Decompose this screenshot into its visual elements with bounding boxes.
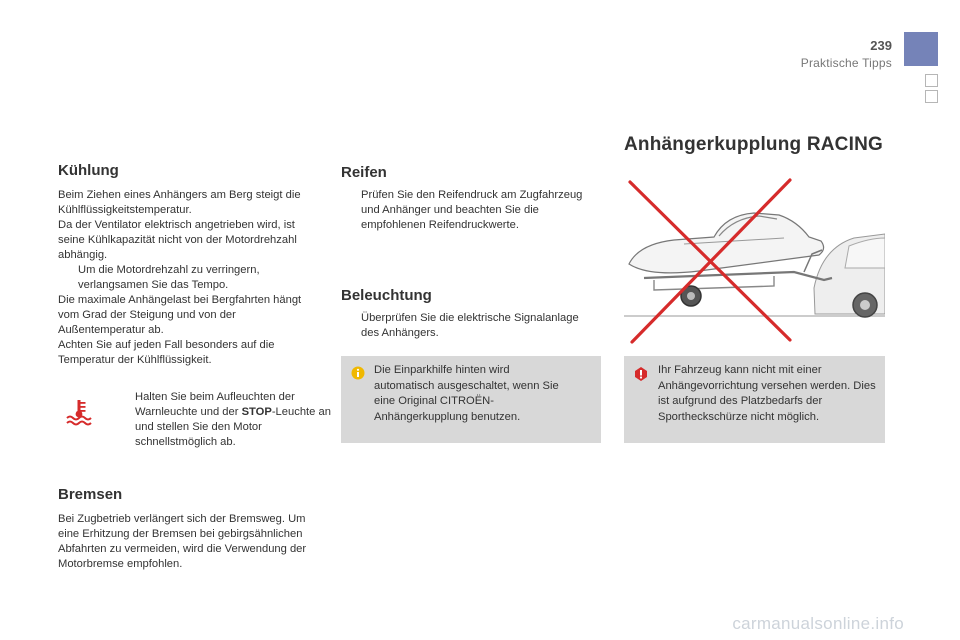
list-item-text: Um die Motordrehzahl zu verringern, verlangsamen Sie das Tempo. <box>78 264 260 291</box>
stop-label: STOP <box>241 406 272 418</box>
paragraph: Bei Zugbetrieb verlängert sich der Bremsweg. Um eine Erhitzung der Bremsen bei gebirgsähnlichen Abfahrten zu vermeiden, wird die Verwendung der Motorbremse empfohlen. <box>58 513 307 570</box>
paragraph: Da der Ventilator elektrisch angetrieben wird, ist seine Kühlkapazität nicht von der Motordrehzahl abhängig. <box>58 219 297 261</box>
beleuchtung-heading: Beleuchtung <box>341 287 432 304</box>
coolant-warning-text <box>115 390 340 450</box>
list-item <box>341 311 599 341</box>
page-number: 239 <box>870 38 892 53</box>
bremsen-section <box>58 486 322 572</box>
racing-heading: Anhängerkupplung RACING <box>624 134 883 155</box>
warning-icon <box>634 366 648 387</box>
tab-marker <box>925 74 938 87</box>
warning-note <box>624 356 885 443</box>
list-item-text: Prüfen Sie den Reifendruck am Zugfahrzeug und Anhänger und beachten Sie die empfohlenen Reifendruckwerte. <box>361 189 583 231</box>
watermark: carmanualsonline.info <box>732 614 904 633</box>
beleuchtung-section <box>341 287 599 341</box>
bremsen-heading: Bremsen <box>58 486 123 503</box>
kuehlung-body <box>58 188 320 368</box>
paragraph: Achten Sie auf jeden Fall besonders auf die Temperatur der Kühlflüssigkeit. <box>58 339 275 366</box>
section-title: Praktische Tipps <box>800 56 892 70</box>
list-item <box>58 263 320 293</box>
reifen-heading: Reifen <box>341 164 387 181</box>
info-note-text: Die Einparkhilfe hinten wird automatisch ausgeschaltet, wenn Sie eine Original CITROËN-Anhängerkupplung benutzen. <box>374 364 559 423</box>
kuehlung-heading: Kühlung <box>58 162 119 179</box>
info-icon <box>351 366 365 385</box>
warning-text-part: Halten Sie beim Aufleuchten der Warnleuchte und der <box>135 391 295 418</box>
warning-note-text: Ihr Fahrzeug kann nicht mit einer Anhängevorrichtung versehen werden. Dies ist aufgrund des Platzbedarfs der Sportheckschürze nicht möglich. <box>658 364 876 423</box>
coolant-temperature-icon <box>64 397 94 427</box>
paragraph: Beim Ziehen eines Anhängers am Berg steigt die Kühlflüssigkeitstemperatur. <box>58 189 301 216</box>
kuehlung-section <box>58 162 320 368</box>
info-note <box>341 356 601 443</box>
chapter-tab <box>904 32 938 66</box>
tab-marker <box>925 90 938 103</box>
reifen-section <box>341 164 599 233</box>
list-item <box>341 188 599 233</box>
racing-illustration <box>624 168 885 348</box>
warning-text-part: -Leuchte an und stellen Sie den Motor schnellstmöglich ab. <box>135 406 331 448</box>
list-item-text: Überprüfen Sie die elektrische Signalanlage des Anhängers. <box>361 312 579 339</box>
paragraph: Die maximale Anhängelast bei Bergfahrten hängt vom Grad der Steigung und von der Außentemperatur ab. <box>58 294 302 336</box>
